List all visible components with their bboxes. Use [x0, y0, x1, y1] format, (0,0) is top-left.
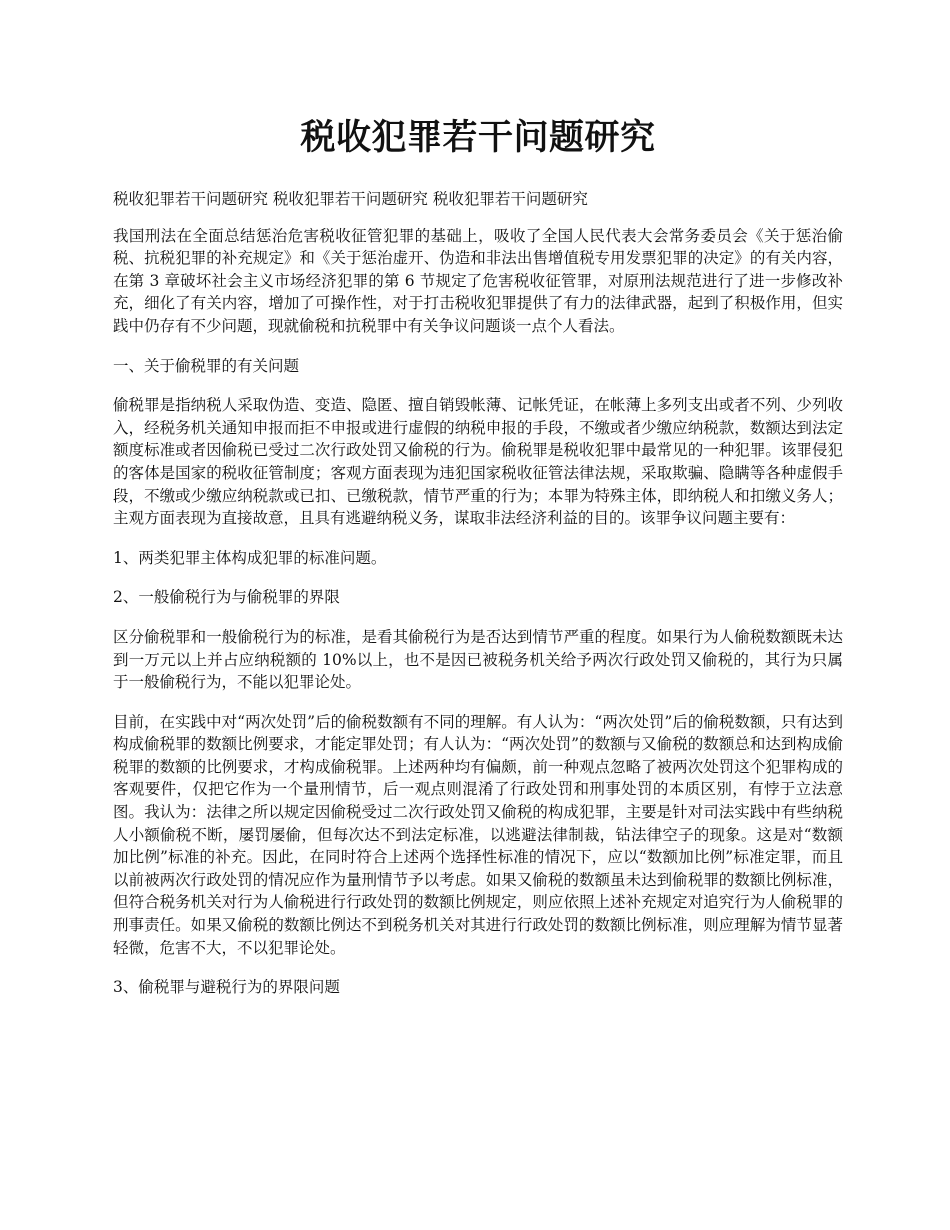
document-page	[113, 112, 843, 1016]
two-penalties-paragraph: 目前，在实践中对“两次处罚”后的偷税数额有不同的理解。有人认为：“两次处罚”后的偷税数额，只有达到构成偷税罪的数额比例要求，才能定罪处罚；有人认为：“两次处罚”的数额与又偷税的数额总和达到构成偷税罪的数额的比例要求，才构成偷税罪。上述两种均有偏颇，前一种观点忽略了被两次处罚这个犯罪构成的客观要件，仅把它作为一个量刑情节，后一观点则混淆了行政处罚和刑事处罚的本质区别，有悖于立法意图。我认为：法律之所以规定因偷税受过二次行政处罚又偷税的构成犯罪，主要是针对司法实践中有些纳税人小额偷税不断，屡罚屡偷，但每次达不到法定标准，以逃避法律制裁，钻法律空子的现象。这是对“数额加比例”标准的补充。因此，在同时符合上述两个选择性标准的情况下，应以“数额加比例”标准定罪，而且以前被两次行政处罚的情况应作为量刑情节予以考虑。如果又偷税的数额虽未达到偷税罪的数额比例标准，但符合税务机关对行为人偷税进行行政处罚的数额比例规定，则应依照上述补充规定对追究行为人偷税罪的刑事责任。如果又偷税的数额比例达不到税务机关对其进行行政处罚的数额比例标准，则应理解为情节显著轻微，危害不大，不以犯罪论处。	[113, 712, 843, 957]
boundary-standard-paragraph: 区分偷税罪和一般偷税行为的标准，是看其偷税行为是否达到情节严重的程度。如果行为人偷税数额既未达到一万元以上并占应纳税额的 10%以上，也不是因已被税务机关给予两次行政处罚又偷税的，其行为只属于一般偷税行为，不能以犯罪论处。	[113, 627, 843, 692]
subsection-heading-2: 2、一般偷税行为与偷税罪的界限	[113, 588, 340, 607]
intro-paragraph: 我国刑法在全面总结惩治危害税收征管犯罪的基础上，吸收了全国人民代表大会常务委员会《关于惩治偷税、抗税犯罪的补充规定》和《关于惩治虚开、伪造和非法出售增值税专用发票犯罪的决定》的有关内容，在第 3 章破坏社会主义市场经济犯罪的第 6 节规定了危害税收征管罪，对原刑法规范进行了进一步修改补充，细化了有关内容，增加了可操作性，对于打击税收犯罪提供了有力的法律武器，起到了积极作用，但实践中仍存有不少问题，现就偷税和抗税罪中有关争议问题谈一点个人看法。	[113, 226, 843, 335]
document-subtitle: 税收犯罪若干问题研究 税收犯罪若干问题研究 税收犯罪若干问题研究	[113, 190, 588, 208]
subsection-heading-1: 1、两类犯罪主体构成犯罪的标准问题。	[113, 548, 387, 567]
tax-evasion-definition-paragraph: 偷税罪是指纳税人采取伪造、变造、隐匿、擅自销毁帐薄、记帐凭证，在帐薄上多列支出或者不列、少列收入，经税务机关通知申报而拒不申报或进行虚假的纳税申报的手段，不缴或者少缴应纳税款，数额达到法定额度标准或者因偷税已受过二次行政处罚又偷税的行为。偷税罪是税收犯罪中最常见的一种犯罪。该罪侵犯的客体是国家的税收征管制度；客观方面表现为违犯国家税收征管法律法规，采取欺骗、隐瞒等各种虚假手段，不缴或少缴应纳税款或已扣、已缴税款，情节严重的行为；本罪为特殊主体，即纳税人和扣缴义务人；主观方面表现为直接故意，且具有逃避纳税义务，谋取非法经济利益的目的。该罪争议问题主要有：	[113, 396, 843, 528]
subsection-heading-3: 3、偷税罪与避税行为的界限问题	[113, 978, 340, 997]
section-heading-tax-evasion: 一、关于偷税罪的有关问题	[113, 356, 300, 375]
document-title: 税收犯罪若干问题研究	[300, 117, 656, 158]
